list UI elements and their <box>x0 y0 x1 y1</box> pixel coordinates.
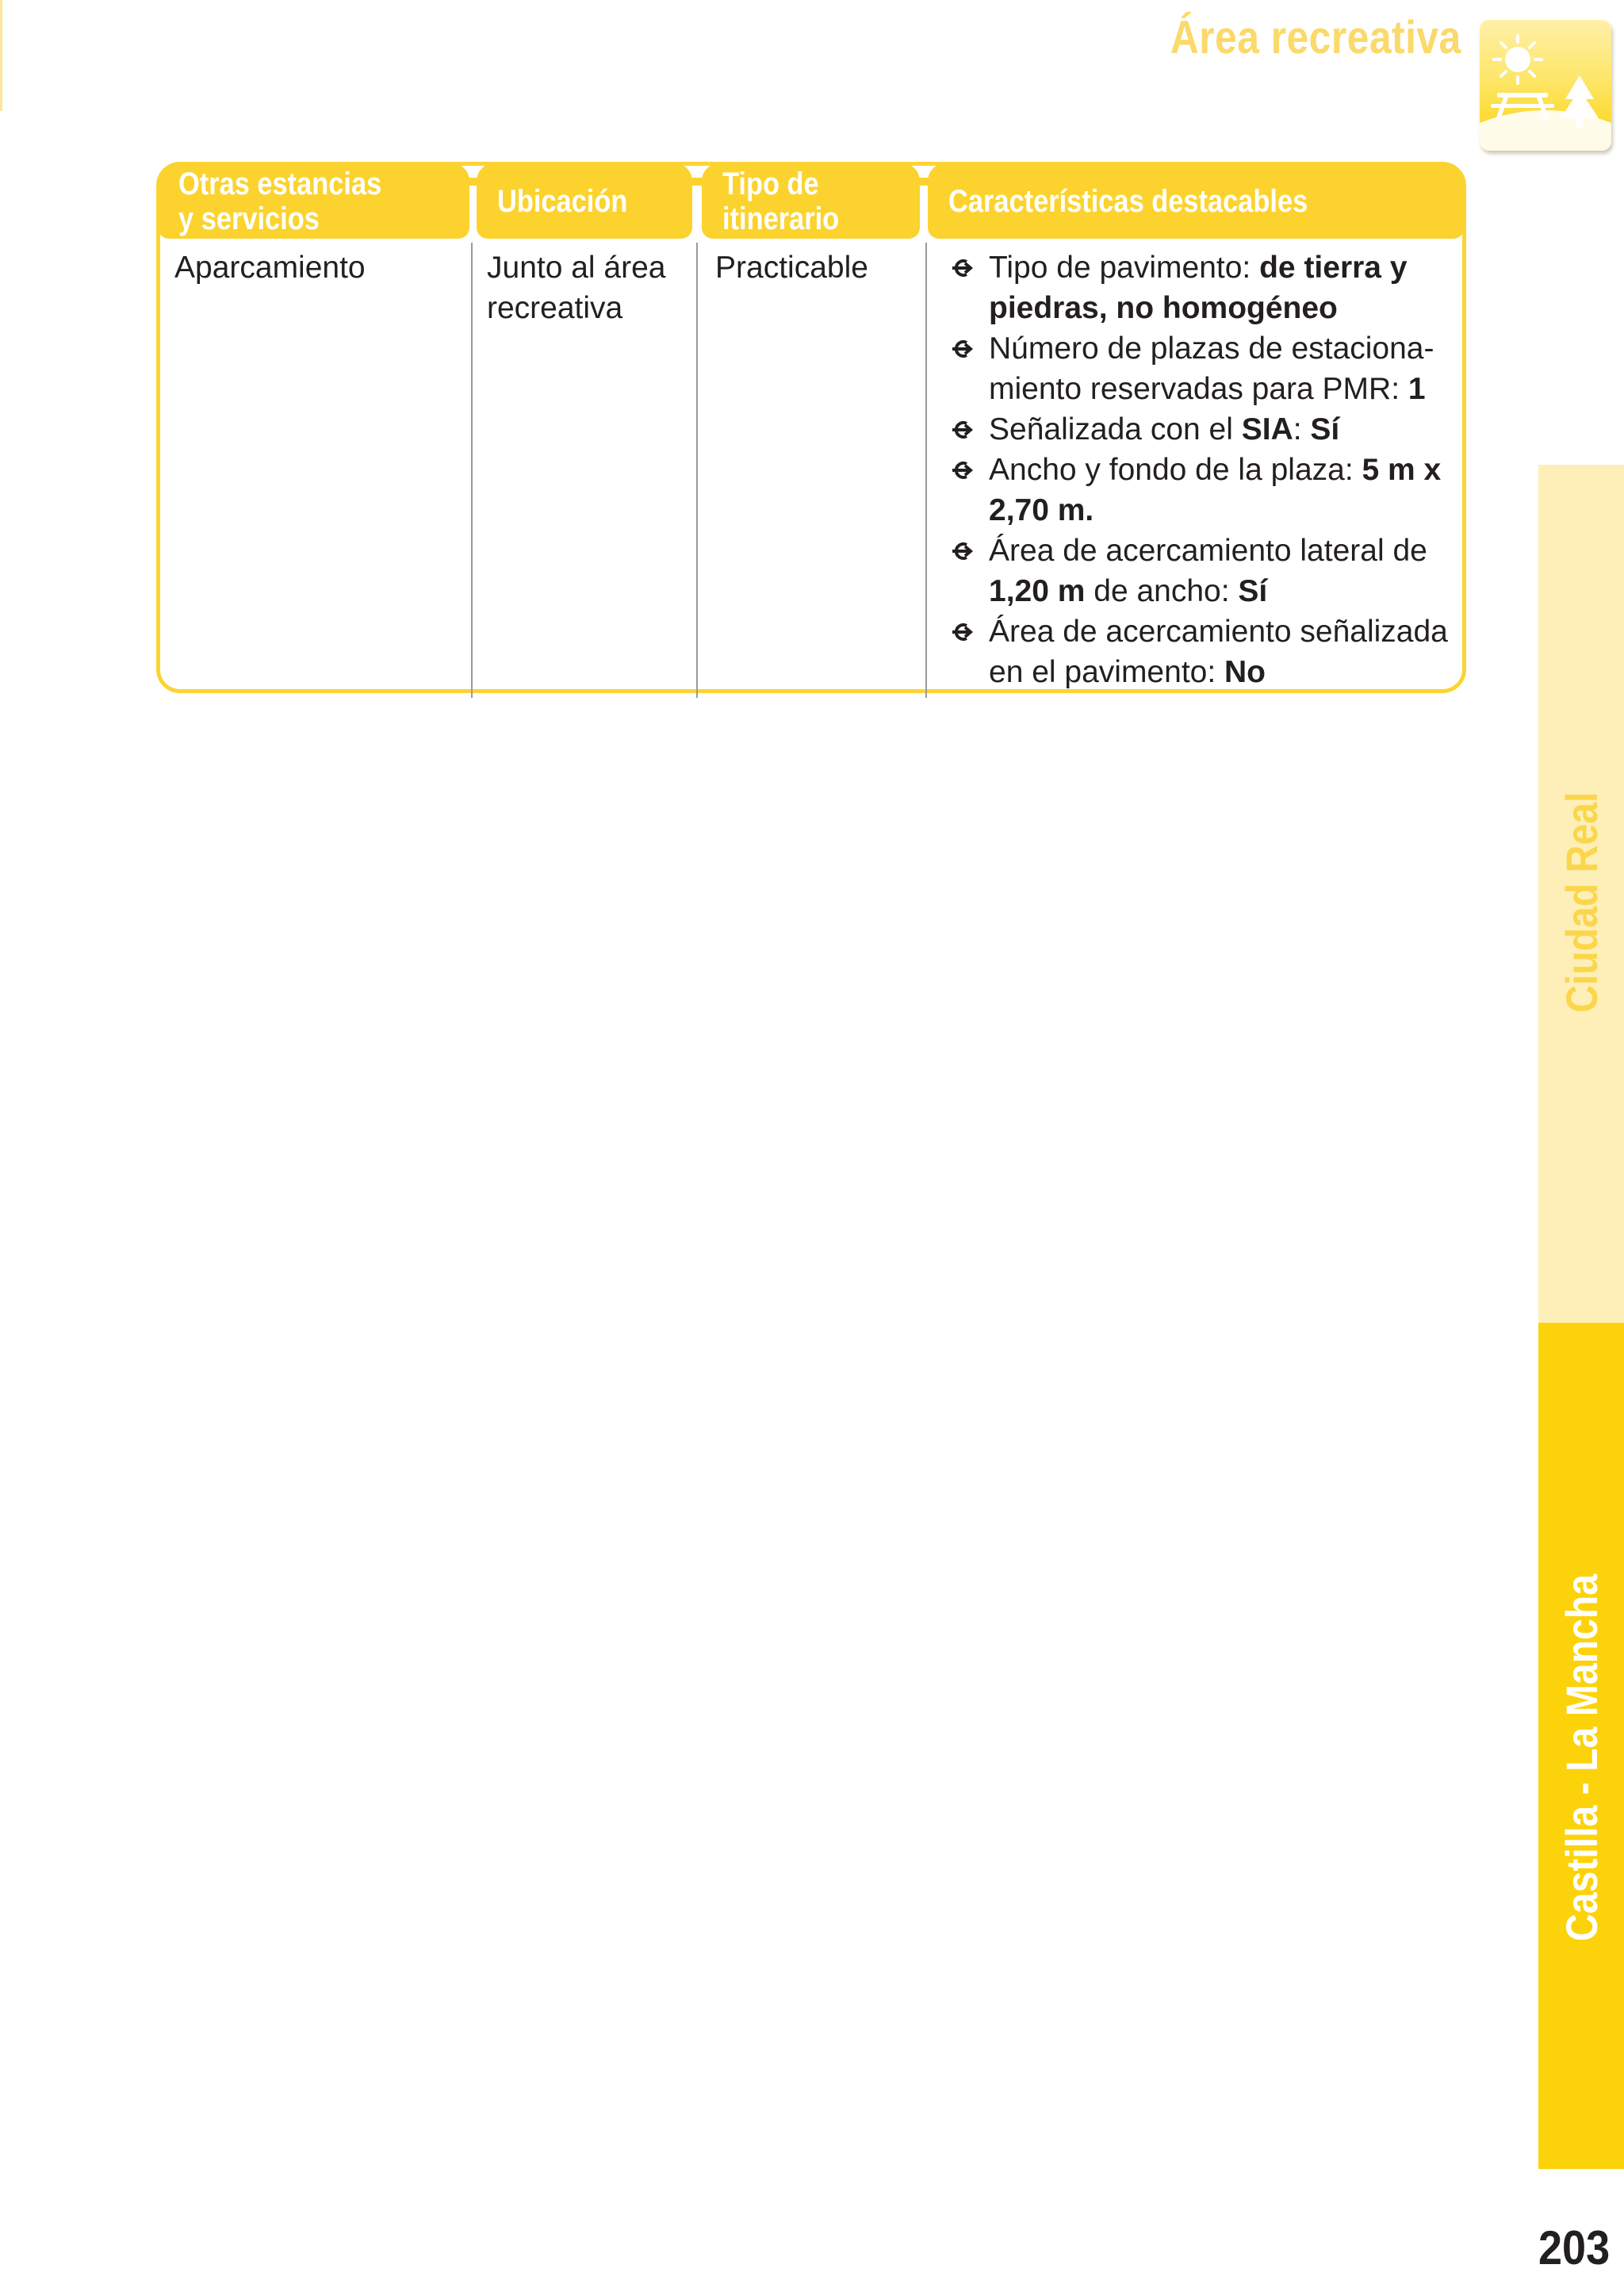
arrow-bullet-icon <box>946 328 978 369</box>
picnic-area-icon <box>1480 20 1611 151</box>
arrow-bullet-icon <box>946 531 978 571</box>
feature-item: Ancho y fondo de la plaza: 5 m x 2,70 m. <box>946 450 1461 531</box>
column-header-services: Otras estancias y servicios <box>158 163 469 239</box>
feature-item: Área de acercamiento señalizada en el pavimento: No <box>946 611 1461 692</box>
arrow-bullet-icon <box>946 409 978 450</box>
cell-location: Junto al área recreativa <box>487 251 666 325</box>
feature-item: Señalizada con el SIA: Sí <box>946 409 1461 450</box>
feature-item: Tipo de pavimento: de tierra y piedras, no homogéneo <box>946 247 1461 328</box>
column-header-location: Ubicación <box>477 163 692 239</box>
feature-item: Número de plazas de estacionamiento reservadas para PMR: 1 <box>946 328 1461 409</box>
arrow-bullet-icon <box>946 611 978 652</box>
column-header-features: Características destacables <box>928 163 1465 239</box>
column-header-itinerary: Tipo de itinerario <box>702 163 920 239</box>
province-label: Ciudad Real <box>1557 791 1607 1013</box>
column-divider <box>925 243 927 698</box>
section-title: Área recreativa <box>1170 12 1461 63</box>
column-divider <box>696 243 698 698</box>
cell-service: Aparcamiento <box>174 251 366 285</box>
arrow-bullet-icon <box>946 247 978 288</box>
arrow-bullet-icon <box>946 450 978 490</box>
cell-itinerary: Practicable <box>715 251 868 285</box>
region-label: Castilla - La Mancha <box>1557 1573 1607 1941</box>
column-divider <box>471 243 473 698</box>
gutter-mark <box>0 0 2 111</box>
features-list <box>946 247 1461 692</box>
feature-item: Área de acercamiento lateral de 1,20 m de ancho: Sí <box>946 531 1461 611</box>
page-number: 203 <box>1538 2221 1610 2274</box>
